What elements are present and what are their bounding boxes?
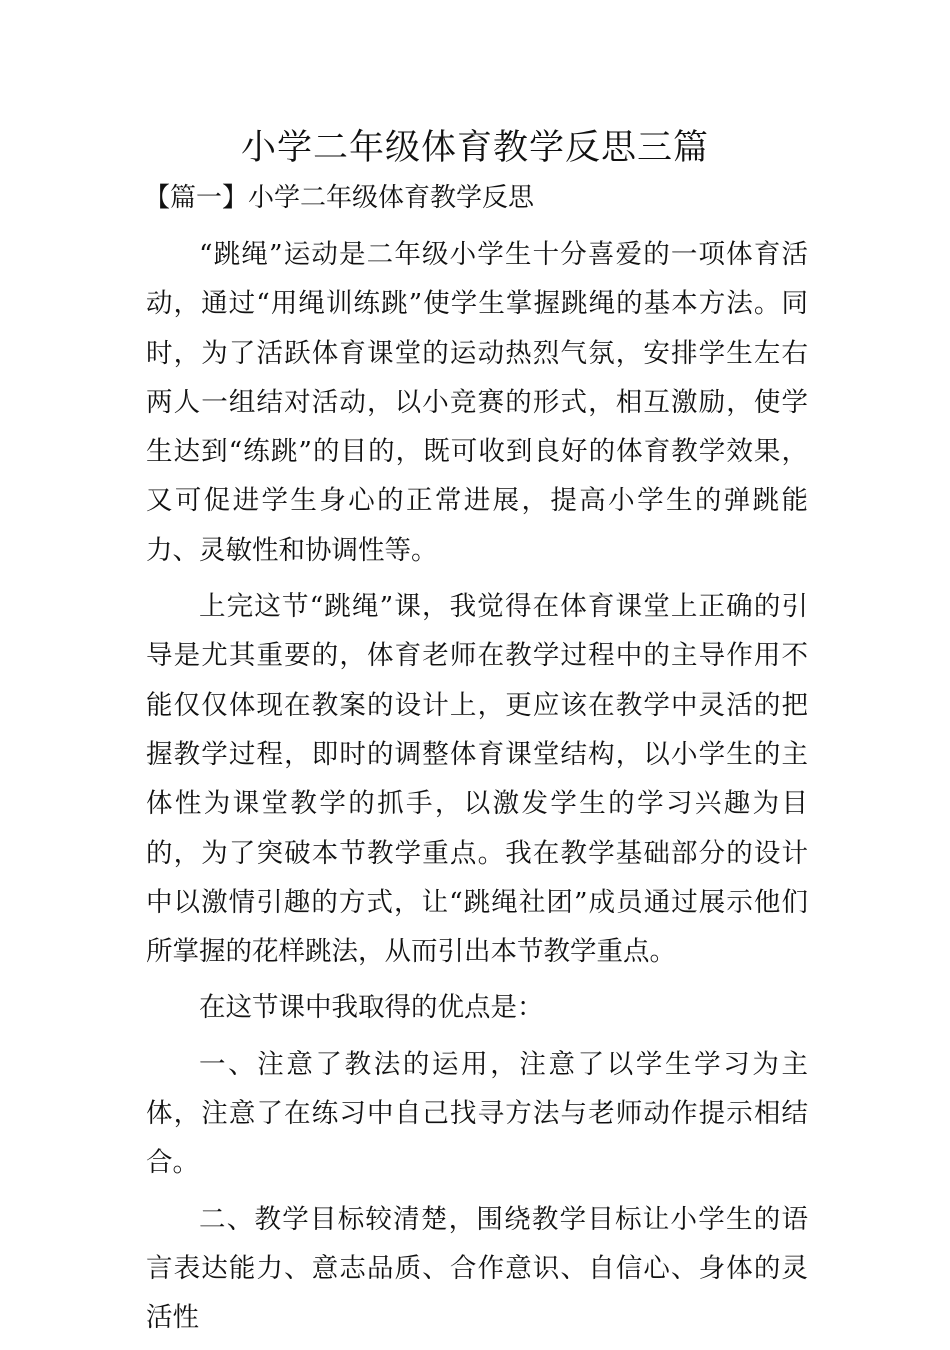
section-heading: 【篇一】小学二年级体育教学反思 <box>144 183 535 213</box>
paragraph-2: 上完这节“跳绳”课，我觉得在体育课堂上正确的引导是尤其重要的，体育老师在教学过程中的主导作用不能仅仅体现在教案的设计上，更应该在教学中灵活的把握教学过程，即时的调整体育课堂结构，以小学生的主体性为课堂教学的抓手，以激发学生的学习兴趣为目的，为了突破本节教学重点。我在教学基础部分的设计中以激情引趣的方式，让“跳绳社团”成员通过展示他们所掌握的花样跳法，从而引出本节教学重点。 <box>146 591 808 968</box>
document-body <box>146 230 808 1350</box>
paragraph-1: “跳绳”运动是二年级小学生十分喜爱的一项体育活动，通过“用绳训练跳”使学生掌握跳绳的基本方法。同时，为了活跃体育课堂的运动热烈气氛，安排学生左右两人一组结对活动，以小竞赛的形式，相互激励，使学生达到“练跳”的目的，既可收到良好的体育教学效果，又可促进学生身心的正常进展，提高小学生的弹跳能力、灵敏性和协调性等。 <box>146 239 808 566</box>
paragraph-4: 一、注意了教法的运用，注意了以学生学习为主体，注意了在练习中自己找寻方法与老师动作提示相结合。 <box>146 1048 808 1179</box>
paragraph-3: 在这节课中我取得的优点是： <box>199 992 544 1024</box>
document-title: 小学二年级体育教学反思三篇 <box>240 128 709 168</box>
paragraph-5: 二、教学目标较清楚，围绕教学目标让小学生的语言表达能力、意志品质、合作意识、自信心、身体的灵活性 <box>146 1203 808 1334</box>
